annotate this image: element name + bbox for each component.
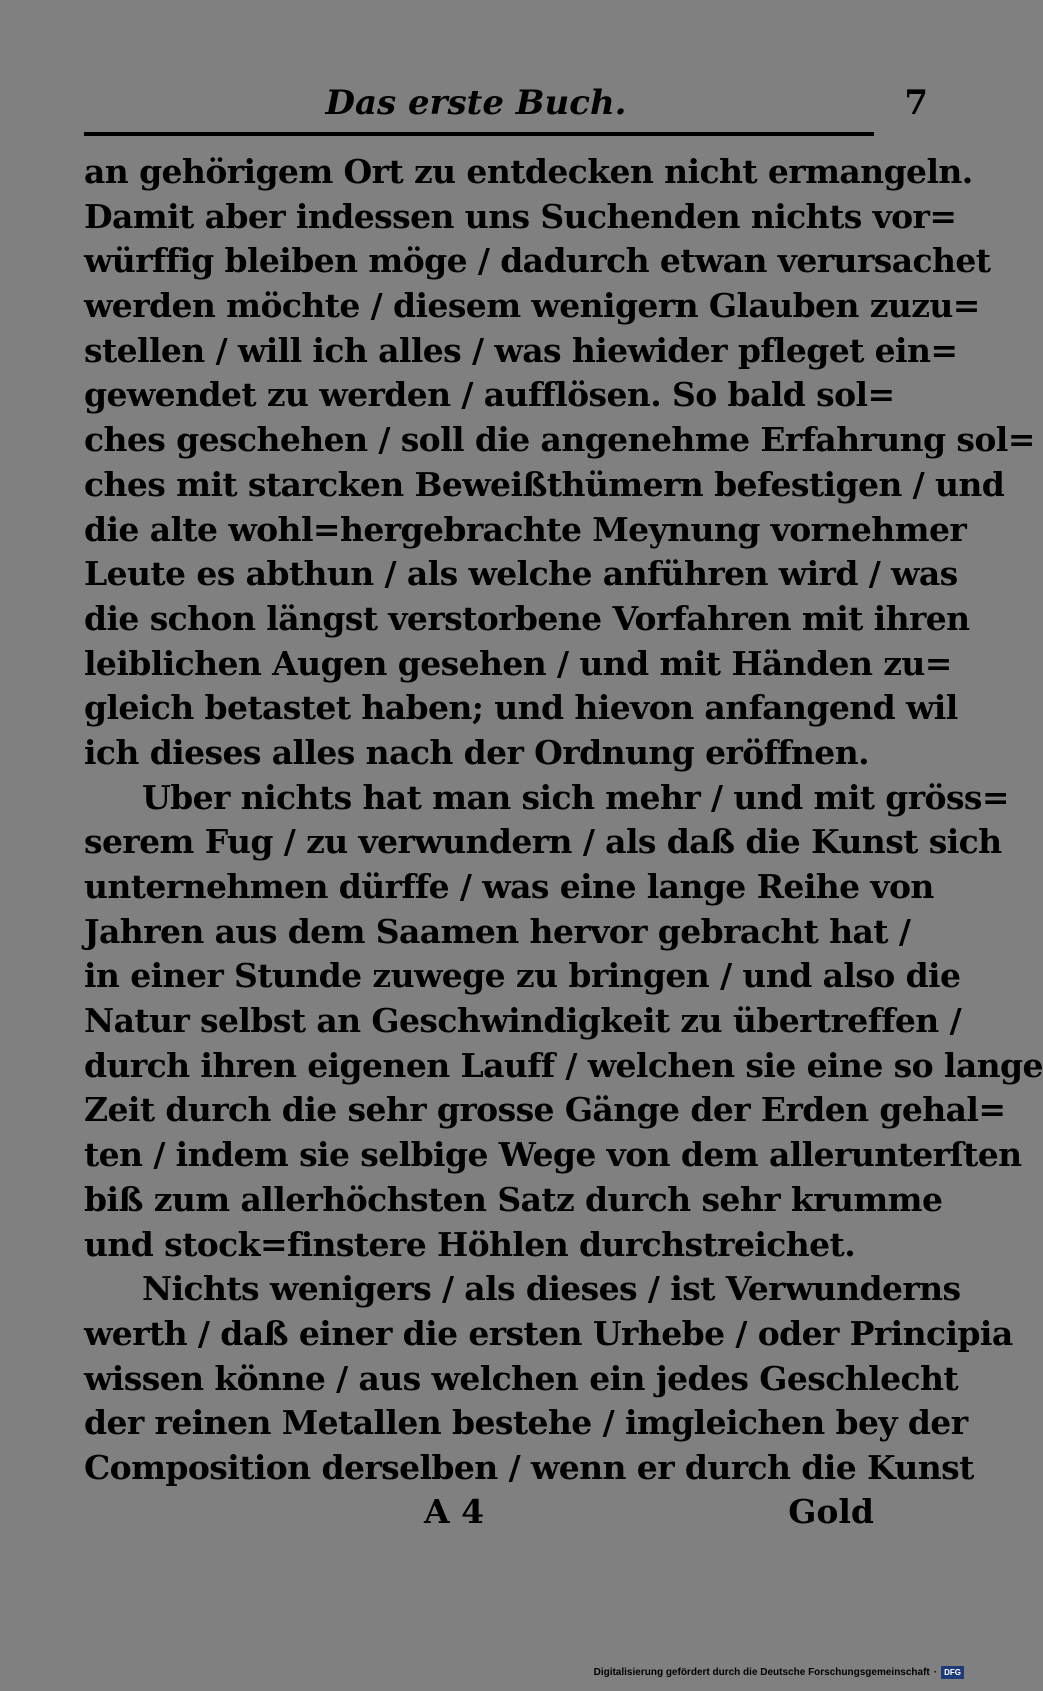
text-line: unternehmen dürffe / was eine lange Reihe von [84, 867, 934, 906]
text-line: werden möchte / diesem wenigern Glauben zuzu= [84, 286, 980, 326]
dfg-logo-icon: DFG [941, 1666, 964, 1679]
running-head [82, 78, 928, 128]
text-line: werth / daß einer die ersten Urhebe / oder Principia [84, 1313, 1013, 1353]
digitization-credit: Digitalisierung gefördert durch die Deutsche Forschungsgemeinschaft · DFG [594, 1666, 964, 1679]
text-line: Composition derselben / wenn er durch die Kunst [84, 1447, 974, 1487]
text-line: Jahren aus dem Saamen hervor gebracht hat / [84, 911, 911, 951]
text-line: gleich betastet haben; und hievon anfangend wil [84, 688, 958, 728]
header-rule [84, 132, 874, 136]
text-line: und stock=finstere Höhlen durchstreichet. [84, 1224, 856, 1264]
text-line: leiblichen Augen gesehen / und mit Händen zu= [84, 643, 952, 683]
text-line: ches geschehen / soll die angenehme Erfahrung sol= [84, 420, 1035, 460]
text-line: Natur selbst an Geschwindigkeit zu übertreffen / [84, 1001, 962, 1041]
text-line: Leute es abthun / als welche anführen wird / was [84, 554, 958, 594]
text-line: Zeit durch die sehr grosse Gänge der Erden gehal= [84, 1090, 1006, 1130]
text-line: durch ihren eigenen Lauff / welchen sie eine so lange [84, 1045, 1043, 1085]
text-line: stellen / will ich alles / was hiewider pfleget ein= [84, 330, 958, 370]
catchword: Gold [788, 1492, 874, 1531]
text-line: Uber nichts hat man sich mehr / und mit gröss= [142, 777, 1009, 817]
text-line: in einer Stunde zuwege zu bringen / und also die [84, 956, 961, 996]
text-line: ches mit starcken Beweißthümern befestigen / und [84, 464, 1005, 504]
credit-text: Digitalisierung gefördert durch die Deutsche Forschungsgemeinschaft [593, 1667, 930, 1678]
text-line: die schon längst verstorbene Vorfahren mit ihren [84, 598, 970, 638]
page-number: 7 [904, 83, 928, 123]
text-line: Damit aber indessen uns Suchenden nichts vor= [84, 196, 957, 236]
text-line: der reinen Metallen bestehe / imgleichen bey der [84, 1403, 968, 1443]
text-line: Nichts wenigers / als dieses / ist Verwunderns [142, 1269, 961, 1309]
catchline [84, 1488, 874, 1536]
text-line: biß zum allerhöchsten Satz durch sehr krumme [84, 1179, 943, 1219]
text-line: ich dieses alles nach der Ordnung eröffnen. [84, 732, 869, 772]
body-text [84, 150, 1043, 1491]
text-line: an gehörigem Ort zu entdecken nicht ermangeln. [84, 152, 973, 191]
text-line: die alte wohl=hergebrachte Meynung vornehmer [84, 509, 967, 549]
text-line: würffig bleiben möge / dadurch etwan verursachet [84, 241, 991, 281]
text-line: gewendet zu werden / aufflösen. So bald sol= [84, 375, 895, 415]
signature-mark: A 4 [424, 1492, 485, 1531]
text-line: ten / indem sie selbige Wege von dem allerunterſten [84, 1135, 1022, 1175]
text-line: wissen könne / aus welchen ein jedes Geschlecht [84, 1358, 958, 1398]
text-line: serem Fug / zu verwundern / als daß die Kunst sich [84, 822, 1002, 862]
running-title: Das erste Buch. [325, 83, 627, 123]
